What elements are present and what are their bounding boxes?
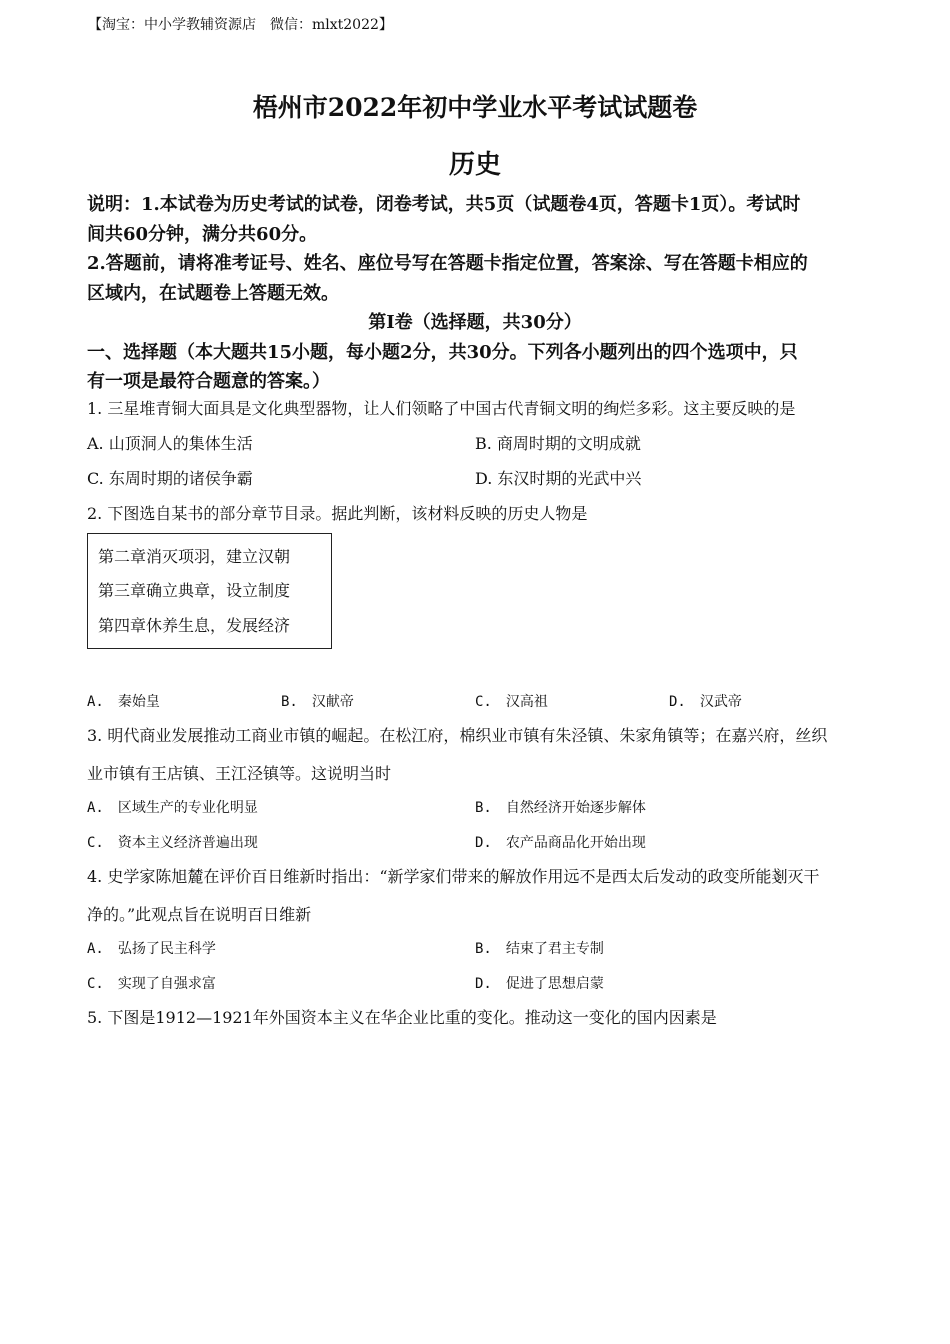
question-4-stem-line-2: 净的。”此观点旨在说明百日维新 (87, 905, 312, 924)
part-intro-line-1: 一、选择题（本大题共15小题，每小题2分，共30分。下列各小题列出的四个选项中，只 (87, 342, 798, 363)
question-3-option-d: D. 农产品商品化开始出现 (475, 835, 646, 851)
question-1-option-a: A. 山顶洞人的集体生活 (87, 434, 253, 453)
question-4-option-a: A. 弘扬了民主科学 (87, 941, 216, 957)
question-1-option-d: D. 东汉时期的光武中兴 (475, 469, 642, 488)
chapter-list-box (87, 533, 332, 649)
question-3-stem-line-1: 3. 明代商业发展推动工商业市镇的崛起。在松江府，棉织业市镇有朱泾镇、朱家角镇等；在嘉兴府，丝织 (87, 726, 828, 745)
question-2-option-b: B. 汉献帝 (281, 694, 354, 710)
question-5-stem: 5. 下图是1912—1921年外国资本主义在华企业比重的变化。推动这一变化的国内因素是 (87, 1008, 717, 1027)
question-3-stem-line-2: 业市镇有王店镇、王江泾镇等。这说明当时 (87, 764, 392, 783)
instructions-line-2: 间共60分钟，满分共60分。 (87, 224, 318, 245)
question-1-stem: 1. 三星堆青铜大面具是文化典型器物，让人们领略了中国古代青铜文明的绚烂多彩。这主要反映的是 (87, 399, 796, 418)
chapter-line-1: 第二章消灭项羽，建立汉朝 (98, 547, 291, 566)
question-4-stem-line-1: 4. 史学家陈旭麓在评价百日维新时指出：“新学家们带来的解放作用远不是西太后发动的政变所能剗灭干 (87, 867, 820, 886)
question-3-option-a: A. 区域生产的专业化明显 (87, 800, 258, 816)
question-2-option-c: C. 汉高祖 (475, 694, 548, 710)
section-title: 第Ⅰ卷（选择题，共30分） (368, 312, 582, 333)
question-4-option-b: B. 结束了君主专制 (475, 941, 604, 957)
part-intro-line-2: 有一项是最符合题意的答案。） (87, 371, 330, 392)
question-1-option-c: C. 东周时期的诸侯争霸 (87, 469, 253, 488)
exam-title: 梧州市2022年初中学业水平考试试题卷 (252, 93, 698, 122)
question-3-option-c: C. 资本主义经济普遍出现 (87, 835, 258, 851)
instructions-line-3: 2.答题前，请将准考证号、姓名、座位号写在答题卡指定位置，答案涂、写在答题卡相应的 (87, 253, 808, 274)
instructions-line-4: 区域内，在试题卷上答题无效。 (87, 283, 339, 304)
question-2-stem: 2. 下图选自某书的部分章节目录。据此判断，该材料反映的历史人物是 (87, 504, 588, 523)
question-3-option-b: B. 自然经济开始逐步解体 (475, 800, 646, 816)
chapter-line-3: 第四章休养生息，发展经济 (98, 616, 291, 635)
question-1-option-b: B. 商周时期的文明成就 (475, 434, 641, 453)
subject-title: 历史 (448, 150, 501, 180)
chapter-line-2: 第三章确立典章，设立制度 (98, 581, 291, 600)
instructions-line-1: 说明：1.本试卷为历史考试的试卷，闭卷考试，共5页（试题卷4页，答题卡1页）。考试时 (87, 194, 801, 215)
question-2-option-a: A. 秦始皇 (87, 694, 160, 710)
header-note: 【淘宝：中小学教辅资源店 微信：mlxt2022】 (88, 17, 393, 33)
question-4-option-c: C. 实现了自强求富 (87, 976, 216, 992)
question-4-option-d: D. 促进了思想启蒙 (475, 976, 604, 992)
question-2-option-d: D. 汉武帝 (669, 694, 742, 710)
